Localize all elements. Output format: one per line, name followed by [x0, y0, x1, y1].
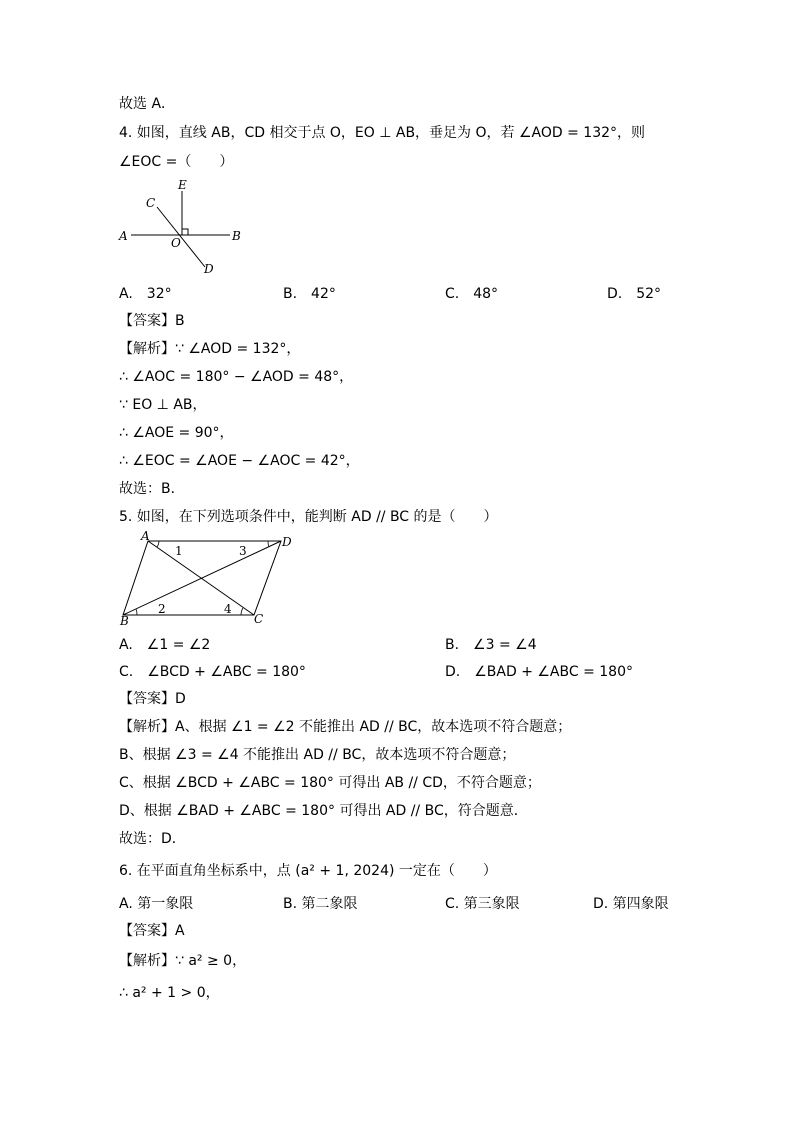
text-line: 故选 A．	[119, 96, 176, 112]
label-A: A	[119, 229, 128, 243]
q4-option-c: C. 48°	[445, 286, 499, 302]
label-C: C	[146, 196, 156, 210]
q6-option-a: A. 第一象限	[119, 896, 194, 912]
label-O: O	[171, 236, 181, 250]
analysis-line: ∴ ∠AOE = 90°，	[119, 425, 234, 441]
q5-option-c: C. ∠BCD + ∠ABC = 180°	[119, 664, 306, 680]
answer-label: 【答案】D	[119, 691, 186, 707]
question-6-stem: 6. 在平面直角坐标系中，点 (a² + 1, 2024) 一定在（ ）	[119, 863, 497, 879]
q5-option-d: D. ∠BAD + ∠ABC = 180°	[445, 664, 633, 680]
analysis-line: B、根据 ∠3 = ∠4 不能推出 AD // BC，故本选项不符合题意；	[119, 747, 516, 763]
figure-intersecting-lines	[115, 175, 250, 280]
answer-label: 【答案】A	[119, 923, 185, 939]
label-D: D	[204, 262, 214, 276]
q4-option-a: A. 32°	[119, 286, 172, 302]
angle-3-label: 3	[239, 544, 247, 558]
analysis-line: ∵ EO ⊥ AB，	[119, 397, 207, 413]
text-line: 故选：B．	[119, 481, 185, 497]
analysis-line: 【解析】∵ ∠AOD = 132°，	[119, 341, 301, 357]
label-B: B	[232, 229, 241, 243]
label-A: A	[141, 530, 150, 543]
analysis-line: ∴ a² + 1 > 0，	[119, 985, 220, 1001]
angle-4-label: 4	[224, 602, 232, 616]
q4-option-b: B. 42°	[283, 286, 336, 302]
analysis-line: C、根据 ∠BCD + ∠ABC = 180° 可得出 AB // CD，不符合题意；	[119, 775, 541, 791]
q4-option-d: D. 52°	[607, 286, 662, 302]
question-4-stem: 4. 如图，直线 AB，CD 相交于点 O，EO ⊥ AB，垂足为 O，若 ∠AOD = 132°，则	[119, 125, 646, 141]
angle-1-label: 1	[175, 544, 183, 558]
text-line: 故选：D．	[119, 831, 186, 847]
analysis-line: ∴ ∠AOC = 180° − ∠AOD = 48°，	[119, 369, 354, 385]
analysis-line: D、根据 ∠BAD + ∠ABC = 180° 可得出 AD // BC，符合题意．	[119, 803, 528, 819]
label-D: D	[282, 535, 292, 549]
q5-option-a: A. ∠1 = ∠2	[119, 637, 211, 653]
answer-label: 【答案】B	[119, 313, 185, 329]
q6-option-c: C. 第三象限	[445, 896, 520, 912]
question-4-stem-cont: ∠EOC =（ ）	[119, 154, 234, 170]
analysis-line: 【解析】A、根据 ∠1 = ∠2 不能推出 AD // BC，故本选项不符合题意；	[119, 719, 572, 735]
analysis-line: 【解析】∵ a² ≥ 0，	[119, 953, 247, 969]
q6-option-b: B. 第二象限	[283, 896, 358, 912]
label-B: B	[120, 614, 129, 628]
question-5-stem: 5. 如图，在下列选项条件中，能判断 AD // BC 的是（ ）	[119, 509, 498, 525]
figure-quadrilateral	[115, 530, 300, 630]
label-E: E	[178, 178, 187, 192]
angle-2-label: 2	[158, 602, 166, 616]
label-C: C	[254, 612, 264, 626]
q6-option-d: D. 第四象限	[593, 896, 669, 912]
q5-option-b: B. ∠3 = ∠4	[445, 637, 537, 653]
analysis-line: ∴ ∠EOC = ∠AOE − ∠AOC = 42°，	[119, 453, 360, 469]
